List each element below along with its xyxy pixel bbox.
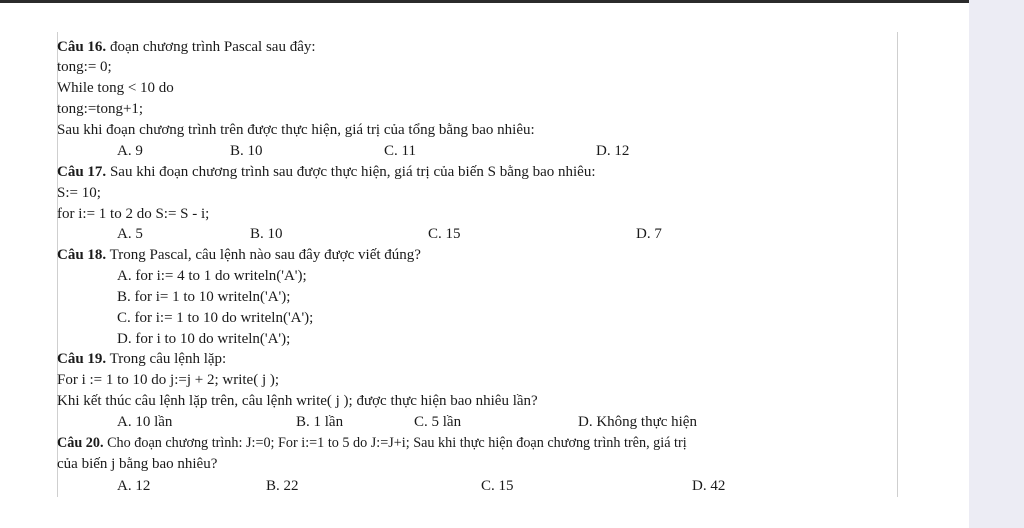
question-17-option-a: A. 5	[117, 226, 143, 242]
question-18-title: Câu 18. Trong Pascal, câu lệnh nào sau đây được viết đúng?	[57, 247, 421, 263]
question-16-option-d: D. 12	[596, 143, 630, 159]
question-19-option-b: B. 1 lần	[296, 414, 344, 430]
question-18-option-c: C. for i:= 1 to 10 do writeln('A');	[117, 310, 314, 326]
question-19-option-c: C. 5 lần	[414, 414, 462, 430]
question-19-option-a: A. 10 lần	[117, 414, 173, 430]
question-18-option-d: D. for i to 10 do writeln('A');	[117, 331, 291, 347]
question-20-option-d: D. 42	[692, 478, 726, 494]
question-19-option-d: D. Không thực hiện	[578, 414, 697, 430]
question-20-option-c: C. 15	[481, 478, 514, 494]
question-19-title: Câu 19. Trong câu lệnh lặp:	[57, 351, 227, 367]
question-19-code-line: For i := 1 to 10 do j:=j + 2; write( j );	[57, 372, 280, 388]
question-18-option-b: B. for i= 1 to 10 writeln('A');	[117, 289, 291, 305]
question-17-code-line: for i:= 1 to 2 do S:= S - i;	[57, 206, 210, 222]
question-18-option-a: A. for i:= 4 to 1 do writeln('A');	[117, 268, 307, 284]
question-16-option-a: A. 9	[117, 143, 143, 159]
question-16-option-b: B. 10	[230, 143, 263, 159]
question-17-option-c: C. 15	[428, 226, 461, 242]
question-17-title: Câu 17. Sau khi đoạn chương trình sau được thực hiện, giá trị của biến S bằng bao nhiêu:	[57, 164, 596, 180]
question-16-title: Câu 16. đoạn chương trình Pascal sau đây:	[57, 39, 316, 55]
question-16-prompt: Sau khi đoạn chương trình trên được thực hiện, giá trị của tổng bằng bao nhiêu:	[57, 122, 535, 138]
question-17-option-d: D. 7	[636, 226, 662, 242]
question-16-code-line: tong:=tong+1;	[57, 101, 144, 117]
side-panel	[969, 0, 1024, 528]
question-19-prompt: Khi kết thúc câu lệnh lặp trên, câu lệnh write( j ); được thực hiện bao nhiêu lần?	[57, 393, 538, 409]
question-20-option-b: B. 22	[266, 478, 299, 494]
right-margin-line	[897, 32, 898, 497]
question-16-code-line: tong:= 0;	[57, 59, 112, 75]
question-16-code-line: While tong < 10 do	[57, 80, 174, 96]
question-20-title: Câu 20. Cho đoạn chương trình: J:=0; For i:=1 to 5 do J:=J+i; Sau khi thực hiện đoạn chương trình trên, giá trị	[57, 435, 687, 451]
question-17-option-b: B. 10	[250, 226, 283, 242]
question-17-code-line: S:= 10;	[57, 185, 101, 201]
question-16-option-c: C. 11	[384, 143, 416, 159]
question-20-title-continued: của biến j bằng bao nhiêu?	[57, 456, 218, 472]
question-20-option-a: A. 12	[117, 478, 151, 494]
